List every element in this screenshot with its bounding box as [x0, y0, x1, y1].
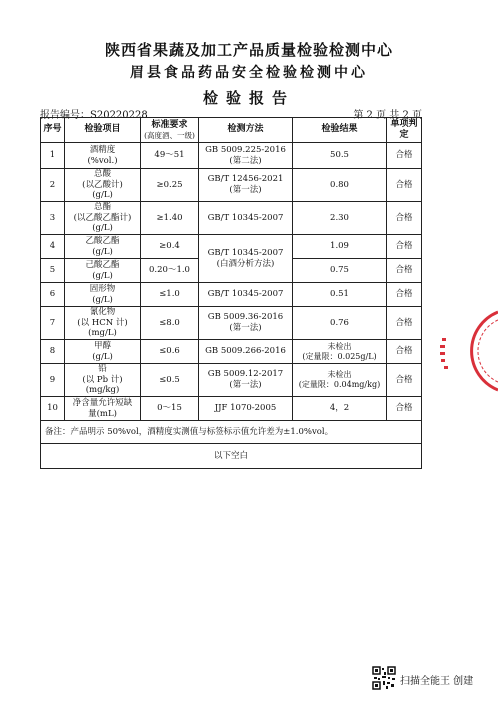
item-line: 固形物: [89, 283, 116, 294]
qr-code-icon: [372, 666, 396, 690]
item-line: 甲醇: [93, 340, 111, 351]
result-line: 4，2: [329, 403, 350, 414]
cell-verdict: 合格: [387, 259, 422, 283]
cell-standard: ≥0.4: [141, 235, 199, 259]
table-row: [41, 397, 422, 421]
cell-method: [199, 340, 293, 364]
cell-standard: 0～15: [141, 397, 199, 421]
result-line: (定量限：0.025g/L): [302, 351, 377, 361]
item-line: (g/L): [92, 190, 113, 201]
inspection-table: [40, 117, 422, 469]
cell-result: [293, 235, 387, 259]
cell-result: [293, 307, 387, 340]
cell-item: [65, 169, 141, 202]
method-line: (第二法): [229, 155, 262, 166]
cell-standard: 0.20～1.0: [141, 259, 199, 283]
cell-verdict: 合格: [387, 202, 422, 235]
item-line: (g/L): [92, 246, 113, 257]
cell-verdict: 合格: [387, 397, 422, 421]
cell-result: [293, 143, 387, 169]
header-method: 检测方法: [199, 118, 293, 143]
cell-standard: ≤0.6: [141, 340, 199, 364]
cell-result: [293, 364, 387, 397]
table-row: [41, 307, 422, 340]
header-verdict: 单项判定: [387, 118, 422, 143]
method-line: GB 5009.36-2016: [207, 312, 284, 323]
cell-result: [293, 340, 387, 364]
header-standard: [141, 118, 199, 143]
result-line: 0.80: [330, 179, 349, 190]
cell-method: [199, 202, 293, 235]
cell-seq: 1: [41, 143, 65, 169]
method-line: GB/T 12456-2021: [207, 174, 284, 185]
item-line: 铅: [98, 364, 107, 375]
result-line: (定量限：0.04mg/kg): [298, 380, 381, 389]
method-line: GB 5009.266-2016: [205, 346, 286, 357]
cell-standard: ≥0.25: [141, 169, 199, 202]
result-line: 未检出: [327, 370, 352, 379]
cell-result: [293, 202, 387, 235]
method-line: GB 5009.225-2016: [205, 144, 286, 155]
table-row: [41, 340, 422, 364]
table-row: [41, 235, 422, 259]
cell-method: [199, 397, 293, 421]
method-line: (白酒分析方法): [216, 258, 275, 269]
item-line: 净含量允许短缺: [72, 397, 133, 408]
method-line: GB/T 10345-2007: [207, 212, 284, 223]
cell-result: [293, 397, 387, 421]
note-text: 备注：产品明示 50%vol，酒精度实测值与标签标示值允许差为±1.0%vol。: [41, 421, 422, 444]
method-line: GB/T 10345-2007: [207, 289, 284, 300]
item-line: (mg/kg): [85, 385, 120, 396]
cell-verdict: 合格: [387, 340, 422, 364]
item-line: (g/L): [92, 270, 113, 281]
table-row: [41, 364, 422, 397]
method-line: GB/T 10345-2007: [207, 247, 284, 258]
cell-seq: 9: [41, 364, 65, 397]
cell-seq: 10: [41, 397, 65, 421]
item-line: (g/L): [92, 351, 113, 362]
cell-standard: ≤8.0: [141, 307, 199, 340]
item-line: 氰化物: [89, 307, 116, 318]
report-title: 检验报告: [202, 89, 295, 107]
org-name-line1: 陕西省果蔬及加工产品质量检验检测中心: [104, 41, 393, 59]
item-line: (mg/L): [88, 328, 117, 339]
cell-item: [65, 364, 141, 397]
item-line: (g/L): [92, 223, 113, 234]
result-line: 未检出: [327, 341, 352, 351]
cell-verdict: 合格: [387, 235, 422, 259]
table-row: [41, 283, 422, 307]
cell-item: [65, 340, 141, 364]
cell-seq: 2: [41, 169, 65, 202]
cell-standard: ≥1.40: [141, 202, 199, 235]
blank-text: 以下空白: [41, 444, 422, 469]
cell-item: [65, 235, 141, 259]
header-item: 检验项目: [65, 118, 141, 143]
blank-row: [41, 444, 422, 469]
result-line: 50.5: [330, 150, 349, 161]
header-seq: 序号: [41, 118, 65, 143]
result-line: 0.51: [330, 289, 349, 300]
scanner-watermark: 扫描全能王 创建: [400, 676, 474, 687]
cell-item: [65, 397, 141, 421]
method-line: (第一法): [229, 380, 262, 390]
cell-result: [293, 259, 387, 283]
cell-item: [65, 259, 141, 283]
cell-verdict: 合格: [387, 307, 422, 340]
method-line: JJF 1070-2005: [214, 403, 277, 414]
table-header-row: [41, 118, 422, 143]
item-line: 酒精度: [89, 144, 116, 155]
table-row: [41, 169, 422, 202]
cell-verdict: 合格: [387, 364, 422, 397]
item-line: (以乙酸计): [82, 179, 123, 190]
header-standard-sub: (高度酒、一级): [144, 130, 195, 140]
cell-seq: 3: [41, 202, 65, 235]
cell-method: [199, 143, 293, 169]
page-indicator: 第 2 页 共 2 页: [353, 110, 422, 121]
cell-item: [65, 202, 141, 235]
cell-method: [199, 283, 293, 307]
cell-item: [65, 283, 141, 307]
official-seal: [428, 308, 498, 394]
header-standard-label: 标准要求: [151, 119, 188, 130]
cell-seq: 7: [41, 307, 65, 340]
result-line: 1.09: [330, 241, 349, 252]
cell-result: [293, 283, 387, 307]
cell-verdict: 合格: [387, 283, 422, 307]
cell-item: [65, 307, 141, 340]
table-body: [41, 143, 422, 421]
cell-seq: 4: [41, 235, 65, 259]
cell-verdict: 合格: [387, 169, 422, 202]
cell-standard: ≤1.0: [141, 283, 199, 307]
item-line: (以 HCN 计): [77, 317, 128, 328]
result-line: 0.76: [330, 317, 349, 328]
cell-result: [293, 169, 387, 202]
item-line: 乙酸乙酯: [85, 235, 120, 246]
cell-method: [199, 364, 293, 397]
cell-method: [199, 307, 293, 340]
item-line: (%vol.): [87, 155, 118, 166]
org-name-line2: 眉县食品药品安全检验检测中心: [130, 65, 368, 81]
report-number: 报告编号：S20220228: [40, 110, 148, 121]
item-line: (以乙酸乙酯计): [73, 212, 132, 223]
note-row: [41, 421, 422, 444]
item-line: 总酯: [93, 202, 111, 213]
item-line: 己酸乙酯: [85, 259, 120, 270]
item-line: (以 Pb 计): [82, 374, 123, 385]
cell-verdict: 合格: [387, 143, 422, 169]
cell-seq: 8: [41, 340, 65, 364]
item-line: 总酸: [93, 169, 111, 180]
cell-seq: 6: [41, 283, 65, 307]
method-line: (第一法): [229, 185, 262, 195]
cell-standard: ≤0.5: [141, 364, 199, 397]
cell-standard: 49～51: [141, 143, 199, 169]
cell-method: [199, 169, 293, 202]
item-line: 量(mL): [88, 408, 117, 419]
table-row: [41, 143, 422, 169]
item-line: (g/L): [92, 294, 113, 305]
result-line: 0.75: [330, 265, 349, 276]
cell-seq: 5: [41, 259, 65, 283]
table-row: [41, 202, 422, 235]
method-line: GB 5009.12-2017: [207, 369, 284, 380]
result-line: 2.30: [330, 212, 349, 223]
header-result: 检验结果: [293, 118, 387, 143]
cell-item: [65, 143, 141, 169]
cell-method: [199, 235, 293, 283]
method-line: (第一法): [229, 323, 262, 333]
